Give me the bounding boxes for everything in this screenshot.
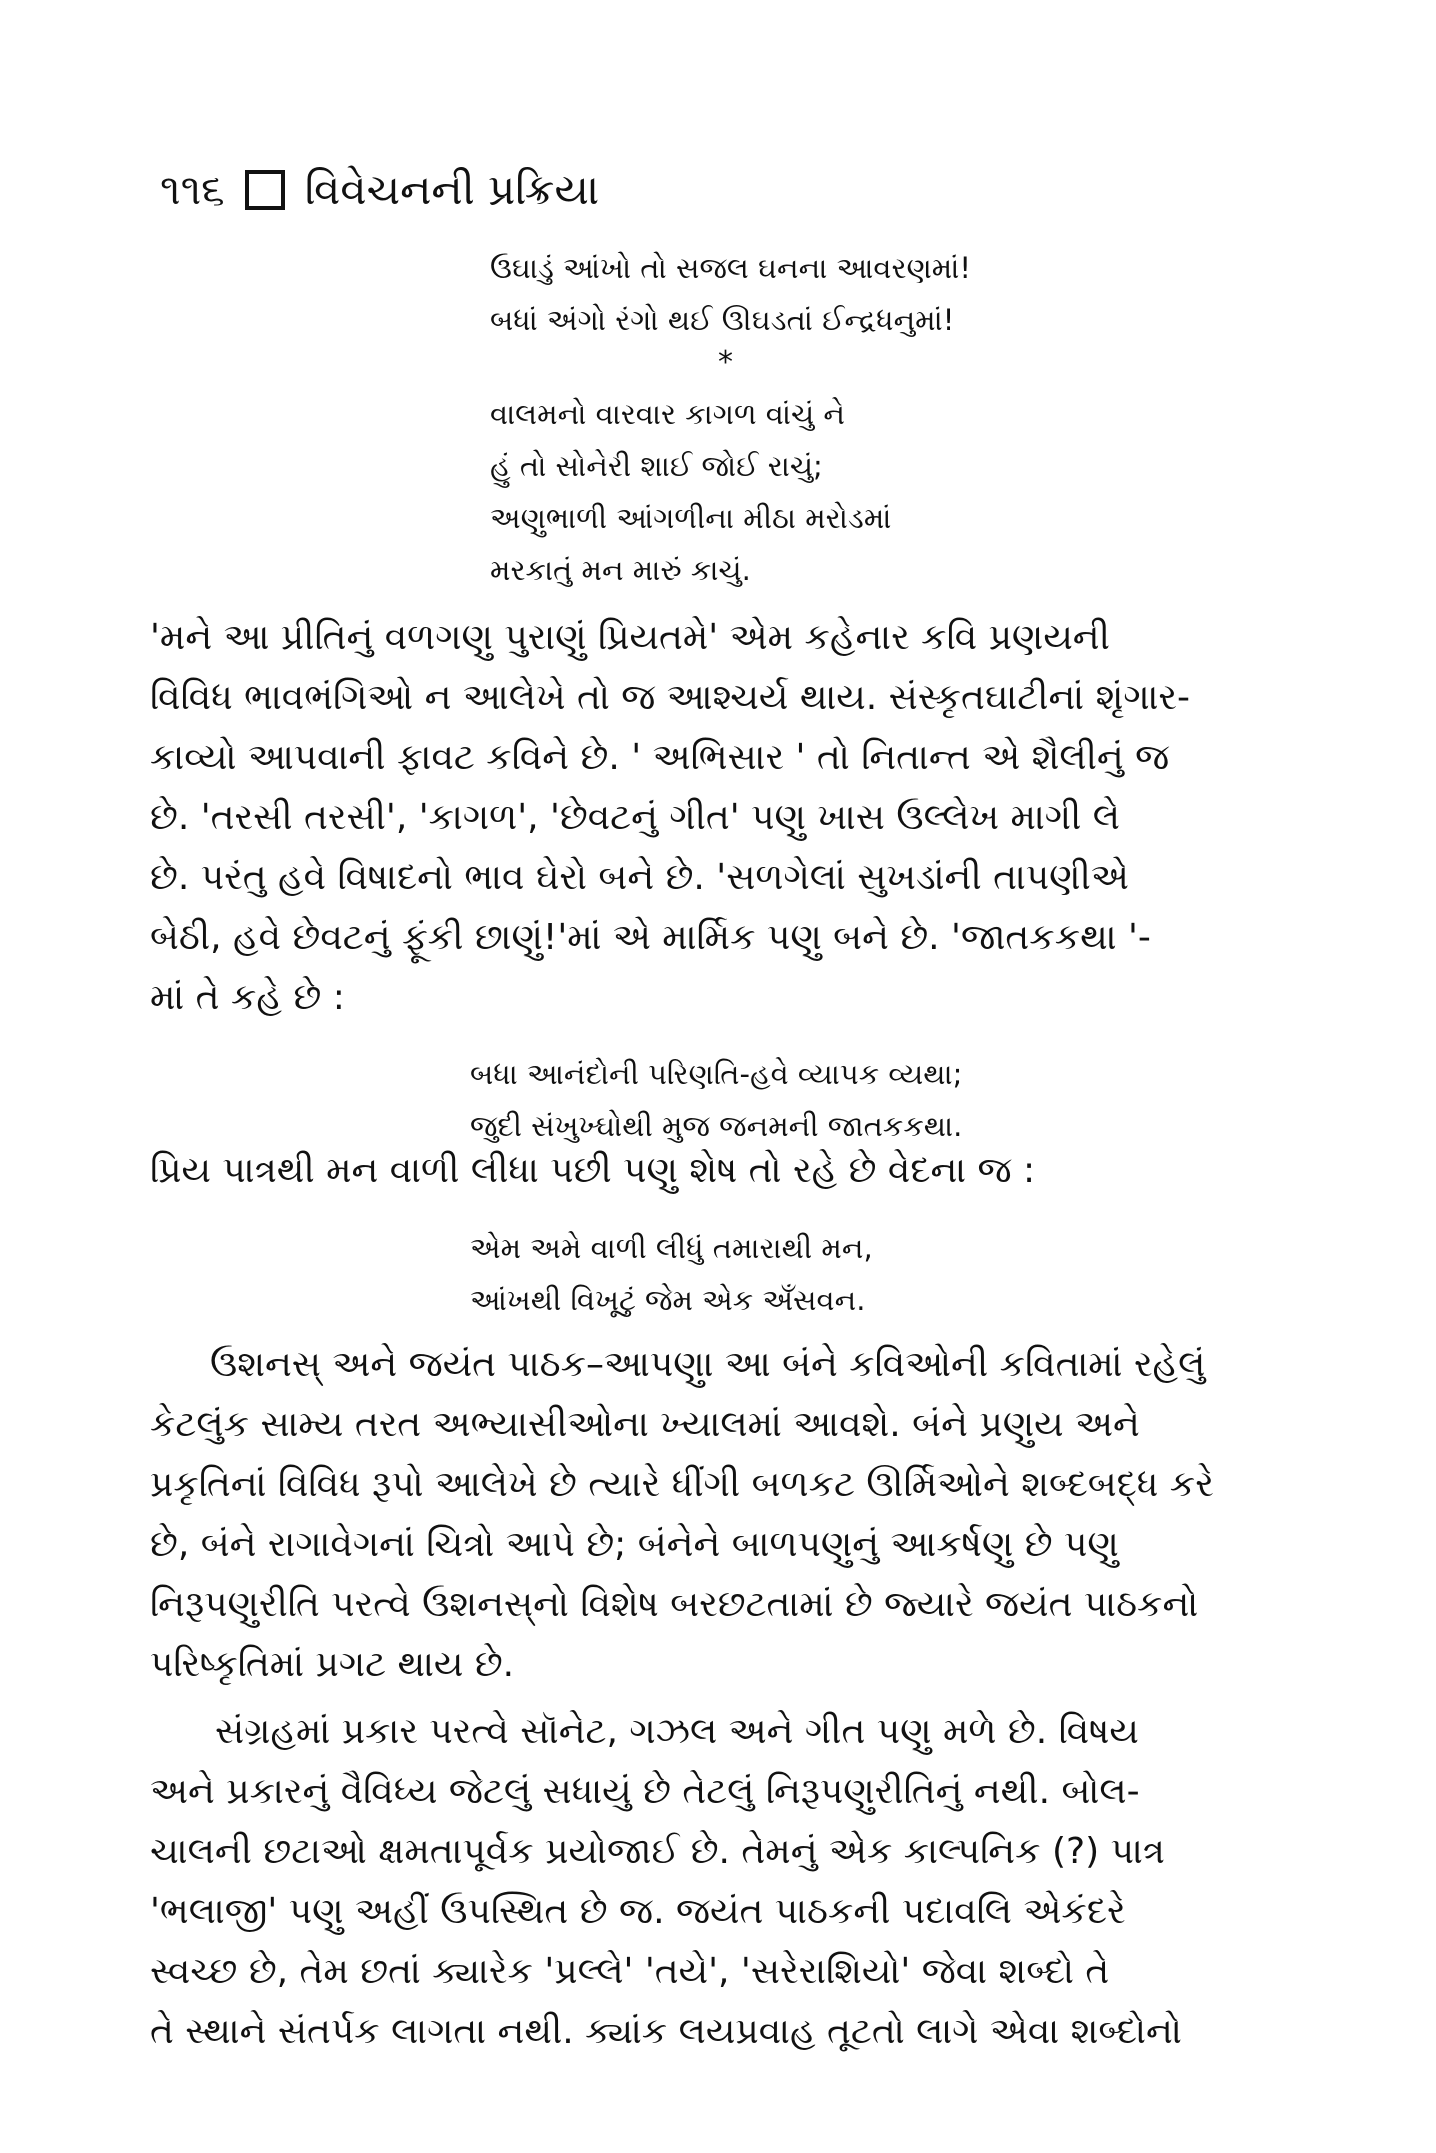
paragraph-1 <box>150 608 1300 1028</box>
text-line: બેઠી, હવે છેવટનું ફૂંકી છાણું!'માં એ માર્મિક પણુ બને છે. 'જાતકકથા '- <box>150 917 1151 958</box>
text-line: છે. 'તરસી તરસી', 'કાગળ', 'છેવટનું ગીત' પણુ ખાસ ઉલ્લેખ માગી લે <box>150 797 1121 838</box>
verse-line: આંખથી વિખૂટું જેમ એક અઁસવન. <box>470 1283 866 1317</box>
verse-line: એમ અમે વાળી લીધું તમારાથી મન, <box>470 1231 873 1265</box>
verse-line: વાલમનો વારવાર કાગળ વાંચું ને <box>490 397 845 431</box>
text-line: માં તે કહે છે : <box>150 977 345 1018</box>
verse-line: હું તો સોનેરી શાઈ જોઈ રાચું; <box>490 449 823 483</box>
verse-line: જુદી સંખુખ્ઘોથી મુજ જનમની જાતકકથા. <box>470 1109 963 1143</box>
text-line: વિવિધ ભાવભંગિઓ ન આલેખે તો જ આશ્ચર્ય થાય. સંસ્કૃતઘાટીનાં શૃંગાર- <box>150 677 1191 718</box>
text-line: પરિષ્કૃતિમાં પ્રગટ થાય છે. <box>150 1644 515 1685</box>
text-line: ઉશનસ્ અને જયંત પાઠક–આપણુા આ બંને કવિઓની કવિતામાં રહેલું <box>210 1344 1206 1385</box>
text-line: સ્વચ્છ છે, તેમ છતાં ક્યારેક 'પ્રલ્લે' 'તયે', 'સરેરાશિયો' જેવા શબ્દો તે <box>150 1951 1110 1992</box>
text-line: અને પ્રકારનું વૈવિધ્ય જેટલું સધાયું છે તેટલું નિરૂપણુરીતિનું નથી. બોલ- <box>150 1771 1140 1812</box>
square-separator-icon <box>245 170 285 210</box>
text-line: ચાલની છટાઓ ક્ષમતાપૂર્વક પ્રયોજાઈ છે. તેમનું એક કાલ્પનિક (?) પાત્ર <box>150 1831 1165 1872</box>
intro-line: પ્રિય પાત્રથી મન વાળી લીધા પછી પણુ શેષ તો રહે છે વેદના જ : <box>150 1150 1036 1191</box>
asterisk-separator: * <box>718 345 733 380</box>
verse-3 <box>470 1048 962 1152</box>
verse-4 <box>470 1222 873 1326</box>
verse-line: મરકાતું મન મારું કાચું. <box>490 553 751 587</box>
text-line: છે, બંને રાગાવેગનાં ચિત્રો આપે છે; બંનેને બાળપણુનું આકર્ષણુ છે પણુ <box>150 1524 1119 1565</box>
verse-2 <box>490 388 891 596</box>
verse-1 <box>490 242 971 346</box>
verse-line: બધા આનંદોની પરિણતિ-હવે વ્યાપક વ્યથા; <box>470 1057 963 1091</box>
text-line: 'ભલાજી' પણુ અહીં ઉપસ્થિત છે જ. જયંત પાઠકની પદાવલિ એકંદરે <box>150 1891 1126 1932</box>
page-number: ૧૧૬ <box>160 165 225 214</box>
text-line: સંગ્રહમાં પ્રકાર પરત્વે સૉનેટ, ગઝલ અને ગીત પણુ મળે છે. વિષય <box>215 1711 1139 1752</box>
verse-line: બધાં અંગો રંગો થઈ ઊઘડતાં ઈન્દ્રધનુમાં! <box>490 303 955 337</box>
text-line: કેટલુંક સામ્ય તરત અભ્યાસીઓના ખ્યાલમાં આવશે. બંને પ્રણુય અને <box>150 1404 1140 1445</box>
book-title: વિવેચનની પ્રક્રિયા <box>304 165 600 214</box>
text-line: કાવ્યો આપવાની ફાવટ કવિને છે. ' અભિસાર ' તો નિતાન્ત એ શૈલીનું જ <box>150 737 1170 778</box>
paragraph-3 <box>150 1702 1300 2062</box>
text-line: નિરૂપણુરીતિ પરત્વે ઉશનસ્‌નો વિશેષ બરછટતામાં છે જ્યારે જયંત પાઠકનો <box>150 1584 1199 1625</box>
paragraph-2 <box>150 1335 1300 1695</box>
verse-line: અણુભાળી આંગળીના મીઠા મરોડમાં <box>490 501 892 535</box>
verse-line: ઉઘાડું આંખો તો સજલ ઘનના આવરણમાં! <box>490 251 971 285</box>
text-line: છે. પરંતુ હવે વિષાદનો ભાવ ઘેરો બને છે. 'સળગેલાં સુખડાંની તાપણીએ <box>150 857 1129 898</box>
text-line: તે સ્થાને સંતર્પક લાગતા નથી. ક્યાંક લયપ્રવાહ તૂટતો લાગે એવા શબ્દોનો <box>150 2011 1182 2052</box>
page-header <box>160 160 599 220</box>
text-line: 'મને આ પ્રીતિનું વળગણુ પુરાણું પ્રિયતમે' એમ કહેનાર કવિ પ્રણયની <box>150 617 1110 658</box>
text-line: પ્રકૃતિનાં વિવિધ રૂપો આલેખે છે ત્યારે ધીંગી બળકટ ઊર્મિઓને શબ્દબદ્ધ કરે <box>150 1464 1214 1505</box>
